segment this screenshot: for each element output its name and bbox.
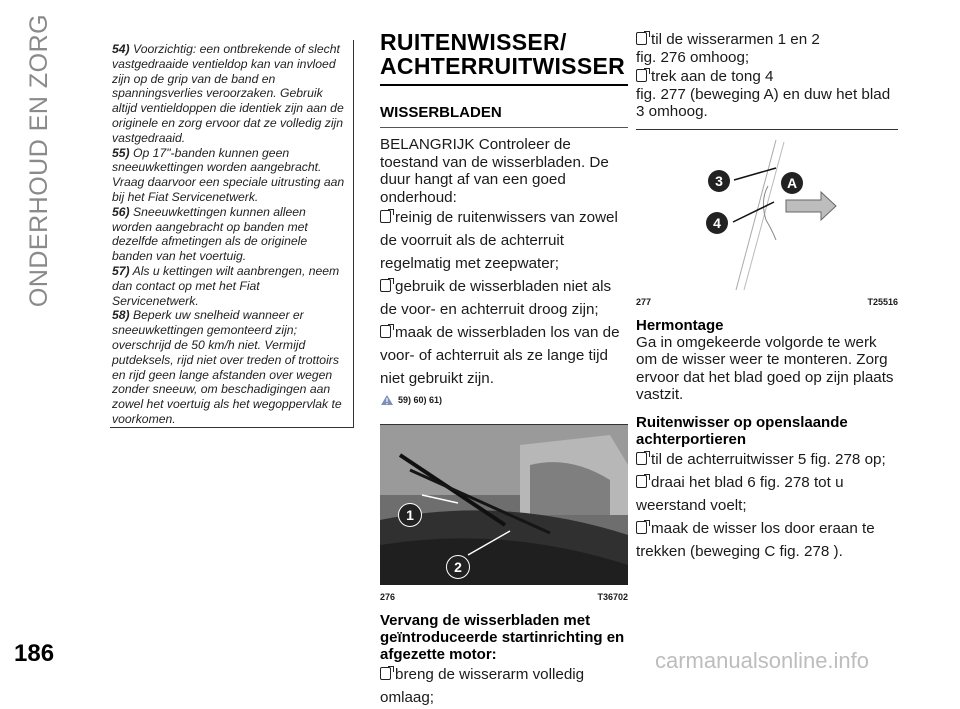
callout-2: 2 [446, 555, 470, 579]
remount-heading: Hermontage [636, 316, 724, 334]
figure-277 [636, 129, 898, 307]
intro-text: BELANGRIJK Controleer de toestand van de wisserbladen. De duur hangt af van een goed onderhoud: [380, 136, 609, 206]
callout-4: 4 [706, 212, 728, 234]
warnings-box [110, 40, 354, 428]
wiper-blade-illustration [636, 130, 898, 290]
checkbox-bullet-icon [636, 475, 647, 488]
callout-1: 1 [398, 503, 422, 527]
checkbox-bullet-icon [636, 452, 647, 465]
checkbox-bullet-icon [636, 69, 647, 82]
callout-a: A [781, 172, 803, 194]
replace-heading: Vervang de wisserbladen met geïntroduceerde startinrichting en afgezette motor: [380, 612, 625, 663]
page-number: 186 [14, 640, 55, 667]
figure-caption: 277 T25516 [636, 296, 898, 307]
list-item: draai het blad 6 fig. 278 tot u weerstand voelt; [636, 473, 844, 514]
middle-column [380, 30, 628, 709]
checkbox-bullet-icon [380, 210, 391, 223]
warning-item: 55) Op 17"-banden kunnen geen sneeuwkettingen worden aangebracht. Vraag daarvoor een speciale uitrusting aan bij het Fiat Servicenetwerk. [112, 145, 345, 204]
section-title: RUITENWISSER/ ACHTERRUITWISSER [380, 30, 628, 86]
checkbox-bullet-icon [380, 325, 391, 338]
callout-3: 3 [708, 170, 730, 192]
warning-item: 54) Voorzichtig: een ontbrekende of slecht vastgedraaide ventieldop kan van invloed zijn op de grip van de band en spanningsverlies veroorzaken. Gebruik altijd ventieldoppen die identiek zijn aan de originele en zorg ervoor dat ze volledig zijn vastgedraaid. [112, 42, 344, 145]
chapter-title: ONDERHOUD EN ZORG [25, 13, 54, 307]
doors-heading: Ruitenwisser op openslaande achterportieren [636, 413, 848, 448]
remount-text: Ga in omgekeerde volgorde te werk om de wisser weer te monteren. Zorg ervoor dat het blad goed op zijn plaats vastzit. [636, 333, 894, 403]
warning-triangle-icon [380, 394, 394, 406]
subsection-title: WISSERBLADEN [380, 104, 628, 128]
list-item: trek aan de tong 4 [636, 67, 898, 86]
figure-276 [380, 424, 628, 602]
warning-item: 58) Beperk uw snelheid wanneer er sneeuwkettingen gemonteerd zijn; overschrijd de 50 km/h niet. Vermijd putdeksels, rijd niet over treden of trottoirs en rijd geen lange afstanden over wegen zonder sneeuw, om beschadigingen aan zowel het voertuig als het wegoppervlak te voorkomen. [112, 308, 342, 426]
list-item: gebruik de wisserbladen niet als de voor- en achterruit droog zijn; [380, 278, 612, 318]
list-item: maak de wisser los door eraan te trekken (beweging C fig. 278 ). [636, 519, 875, 560]
warning-item: 57) Als u kettingen wilt aanbrengen, neem dan contact op met het Fiat Servicenetwerk. [112, 263, 340, 308]
checkbox-bullet-icon [636, 521, 647, 534]
list-item: til de wisserarmen 1 en 2 [636, 30, 898, 49]
right-column: til de wisserarmen 1 en 2 fig. 276 omhoog; trek aan de tong 4 fig. 277 (beweging A) en duw het blad 3 omhoog. 3 4 A 277 T25516 Hermontage Ga in omgekeerde volgorde te werk om de wisser weer te monteren. Zorg ervoor dat het blad goed op zijn plaats vastzit. Ruitenwisser op openslaande achterportieren til de achterruitwisser 5 fig. 278 op; draai het blad 6 fig. 278 tot u weerstand voelt; maak de wisser los door eraan te trekken (beweging C fig. 278 ). [636, 30, 898, 563]
figure-caption: 276 T36702 [380, 592, 628, 602]
list-item: reinig de ruitenwissers van zowel de voorruit als de achterruit regelmatig met zeepwater; [380, 209, 618, 272]
list-item: til de achterruitwisser 5 fig. 278 op; [636, 448, 898, 471]
watermark: carmanualsonline.info [655, 648, 870, 673]
warning-item: 56) Sneeuwkettingen kunnen alleen worden aangebracht op banden met dezelfde afmetingen als de originele banden van het voertuig. [112, 204, 308, 264]
checkbox-bullet-icon [636, 32, 647, 45]
list-item: maak de wisserbladen los van de voor- of achterruit als ze lange tijd niet gebruikt zijn. [380, 324, 620, 387]
list-item: breng de wisserarm volledig omlaag; [380, 666, 585, 706]
checkbox-bullet-icon [380, 279, 391, 292]
checkbox-bullet-icon [380, 667, 391, 680]
warning-reference: 59) 60) 61) [380, 394, 628, 406]
